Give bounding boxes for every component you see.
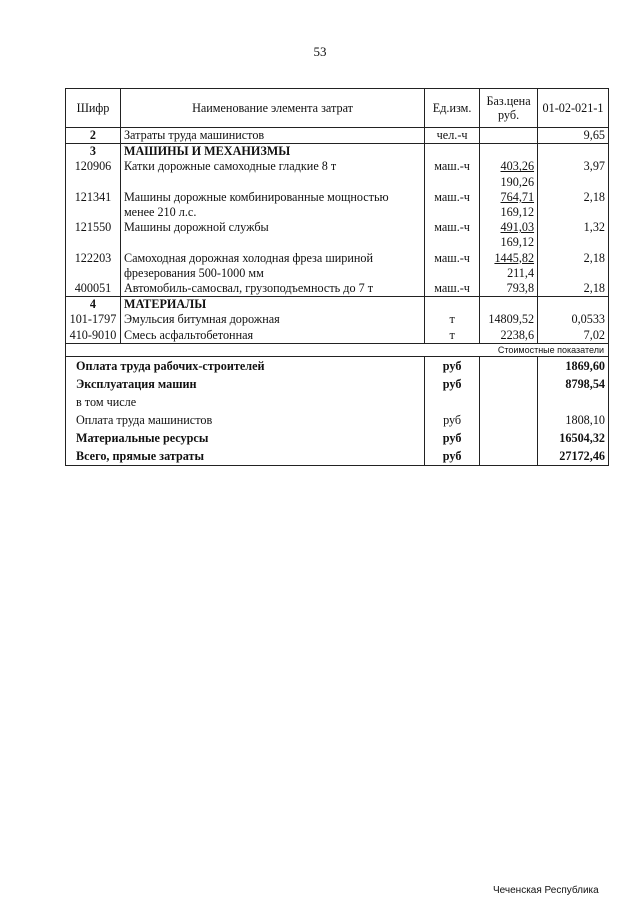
header-norm: 01-02-021-1 xyxy=(538,89,609,128)
table-row xyxy=(66,281,609,297)
header-code: Шифр xyxy=(66,89,121,128)
summary-name: Эксплуатация машин xyxy=(66,375,425,393)
row-name: Катки дорожные самоходные гладкие 8 т xyxy=(120,159,424,189)
row-price: 2238,6 xyxy=(480,328,538,344)
table-row xyxy=(66,251,609,281)
section-title: МАШИНЫ И МЕХАНИЗМЫ xyxy=(120,144,424,160)
summary-value: 27172,46 xyxy=(538,447,609,466)
summary-row xyxy=(66,393,609,411)
row-price-labor: 169,12 xyxy=(500,205,535,220)
row-unit: т xyxy=(425,312,480,327)
row-name: Эмульсия битумная дорожная xyxy=(120,312,424,327)
summary-unit: руб xyxy=(425,356,480,375)
summary-row xyxy=(66,375,609,393)
row-price: 491,03 xyxy=(500,220,535,235)
table-row xyxy=(66,328,609,344)
row-price-labor: 211,4 xyxy=(507,265,535,280)
summary-value: 1808,10 xyxy=(538,411,609,429)
summary-name: Оплата труда рабочих-строителей xyxy=(66,356,425,375)
header-unit: Ед.изм. xyxy=(425,89,480,128)
footer-region: Чеченская Республика xyxy=(493,885,599,896)
row-code: 121550 xyxy=(66,220,121,250)
row-unit: маш.-ч xyxy=(425,251,480,281)
row-price: 793,8 xyxy=(480,281,538,297)
row-value: 2,18 xyxy=(538,190,609,220)
row-value: 2,18 xyxy=(538,251,609,281)
row-unit: чел.-ч xyxy=(425,128,480,144)
row-name: Затраты труда машинистов xyxy=(120,128,424,144)
summary-unit: руб xyxy=(425,375,480,393)
row-price: 403,26 xyxy=(500,159,535,174)
row-code: 122203 xyxy=(66,251,121,281)
section-title: МАТЕРИАЛЫ xyxy=(120,297,424,313)
summary-row xyxy=(66,429,609,447)
row-value: 9,65 xyxy=(538,128,609,144)
caption-row xyxy=(66,343,609,356)
summary-name: Материальные ресурсы xyxy=(66,429,425,447)
summary-value: 8798,54 xyxy=(538,375,609,393)
table-header xyxy=(66,89,609,128)
table-row xyxy=(66,312,609,327)
row-price-labor: 190,26 xyxy=(500,174,535,189)
cost-indicators-caption: Стоимостные показатели xyxy=(66,343,609,356)
table-row xyxy=(66,159,609,189)
row-unit: маш.-ч xyxy=(425,220,480,250)
section-row xyxy=(66,297,609,313)
row-name: Машины дорожные комбинированные мощностью менее 210 л.с. xyxy=(120,190,424,220)
row-unit: маш.-ч xyxy=(425,159,480,189)
summary-row xyxy=(66,447,609,466)
summary-unit: руб xyxy=(425,411,480,429)
summary-value: 1869,60 xyxy=(538,356,609,375)
summary-unit: руб xyxy=(425,429,480,447)
row-code: 410-9010 xyxy=(66,328,121,344)
table-row xyxy=(66,190,609,220)
row-name: Смесь асфальтобетонная xyxy=(120,328,424,344)
row-name: Самоходная дорожная холодная фреза шириной фрезерования 500-1000 мм xyxy=(120,251,424,281)
summary-name: Оплата труда машинистов xyxy=(66,411,425,429)
row-code: 3 xyxy=(66,144,121,160)
row-unit: маш.-ч xyxy=(425,190,480,220)
row-price: 1445,82 xyxy=(494,250,535,265)
row-price: 14809,52 xyxy=(480,312,538,327)
row-unit: т xyxy=(425,328,480,344)
row-value: 3,97 xyxy=(538,159,609,189)
row-code: 120906 xyxy=(66,159,121,189)
row-code: 2 xyxy=(66,128,121,144)
summary-value: 16504,32 xyxy=(538,429,609,447)
table-row xyxy=(66,128,609,144)
page-number: 53 xyxy=(313,44,327,59)
header-price: Баз.цена руб. xyxy=(480,89,538,128)
row-name: Автомобиль-самосвал, грузоподъемность до 7 т xyxy=(120,281,424,297)
row-value: 0,0533 xyxy=(538,312,609,327)
row-price: 764,71 xyxy=(500,189,535,204)
row-value: 7,02 xyxy=(538,328,609,344)
row-value: 1,32 xyxy=(538,220,609,250)
summary-row xyxy=(66,356,609,375)
row-code: 101-1797 xyxy=(66,312,121,327)
row-code: 4 xyxy=(66,297,121,313)
summary-row xyxy=(66,411,609,429)
row-code: 121341 xyxy=(66,190,121,220)
row-value: 2,18 xyxy=(538,281,609,297)
summary-name: Всего, прямые затраты xyxy=(66,447,425,466)
table-row xyxy=(66,220,609,250)
row-price-labor: 169,12 xyxy=(500,235,535,250)
row-code: 400051 xyxy=(66,281,121,297)
row-unit: маш.-ч xyxy=(425,281,480,297)
header-name: Наименование элемента затрат xyxy=(120,89,424,128)
summary-name: в том числе xyxy=(66,393,425,411)
section-row xyxy=(66,144,609,160)
row-name: Машины дорожной службы xyxy=(120,220,424,250)
summary-unit: руб xyxy=(425,447,480,466)
cost-table xyxy=(65,88,609,466)
